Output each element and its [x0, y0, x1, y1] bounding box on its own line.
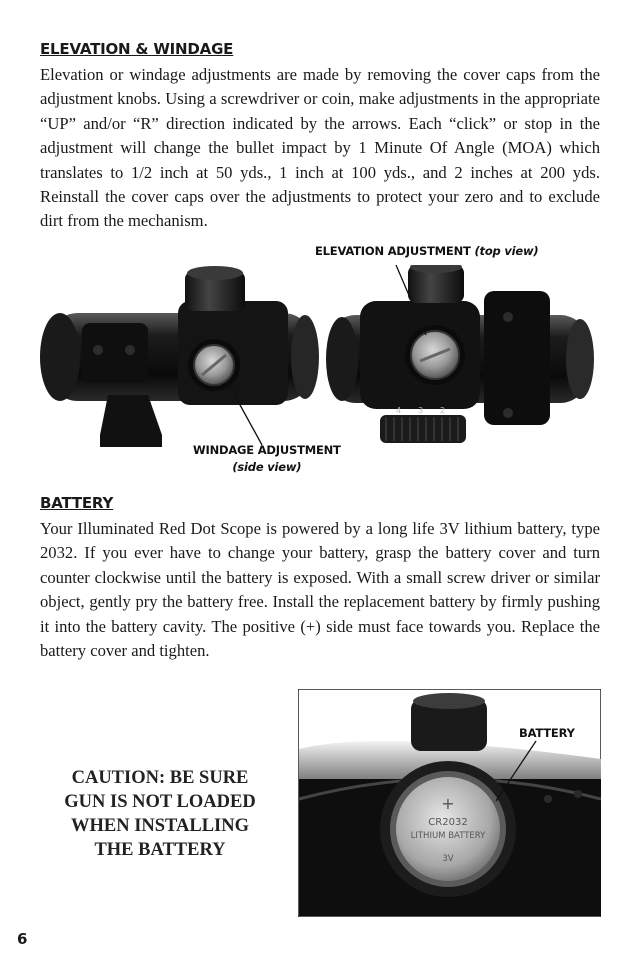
battery-label: BATTERY — [519, 726, 575, 740]
page-number: 6 — [17, 930, 28, 948]
elevation-label-note: (top view) — [474, 244, 539, 258]
knob-number: 2 — [440, 406, 446, 415]
caution-line: GUN IS NOT LOADED — [64, 792, 256, 812]
battery-paragraph: Your Illuminated Red Dot Scope is powered by a long life 3V lithium battery, type 2032. If you ever have to change your battery, grasp the battery cover and turn counter clockwise until the battery is exposed. With a small screw driver or similar object, gently pry the battery free. Install the replacement battery by firmly pushing it into the battery cavity. The positive (+) side must face towards you. Replace the battery cover and tighten. — [40, 519, 600, 661]
battery-voltage-mark: 3V — [442, 854, 454, 864]
scope-left-side-view — [40, 266, 319, 447]
elevation-windage-paragraph: Elevation or windage adjustments are made by removing the cover caps from the adjustment knobs. Using a screwdriver or coin, make adjustments in the appropriate “UP” and/or “R” direction indicated by the arrows. Each “click” or stop in the adjustment will change the bullet impact by 1 Minute Of Angle (MOA) which translates to 1/2 inch at 50 yds., 1 inch at 100 yds., and 2 inches at 200 yds. Reinstall the cover caps over the adjustments to protect your zero and to exclude dirt from the mechanism. — [40, 65, 600, 231]
knob-number: 3 — [418, 406, 424, 415]
caution-line: THE BATTERY — [94, 840, 226, 860]
elevation-adjustment-label — [315, 244, 538, 258]
windage-adjustment-label — [193, 443, 341, 474]
windage-label-note: (side view) — [232, 460, 302, 474]
battery-model-mark: CR2032 — [428, 817, 468, 828]
battery-type-mark: LITHIUM BATTERY — [410, 831, 486, 841]
battery-compartment-photo — [298, 689, 601, 917]
windage-label-main: WINDAGE ADJUSTMENT — [193, 443, 341, 457]
elevation-windage-heading: ELEVATION & WINDAGE — [40, 40, 234, 58]
battery-plus-mark: + — [441, 794, 455, 813]
elevation-label-main: ELEVATION ADJUSTMENT — [315, 244, 471, 258]
caution-notice — [40, 766, 280, 862]
battery-heading: BATTERY — [40, 494, 114, 512]
scope-right-top-view — [326, 265, 594, 443]
knob-number: 4 — [396, 406, 402, 415]
caution-line: WHEN INSTALLING — [70, 816, 250, 836]
caution-line: CAUTION: BE SURE — [71, 768, 249, 788]
